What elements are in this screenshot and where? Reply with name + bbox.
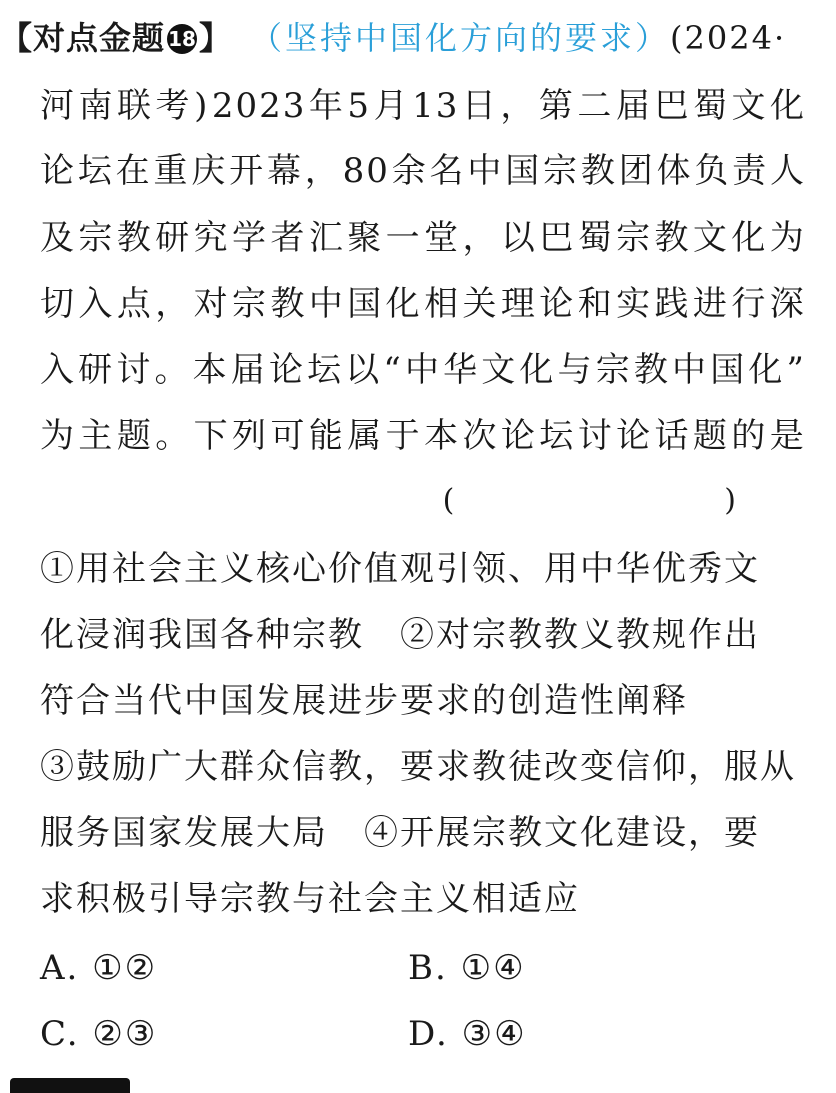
option-d[interactable]: D. ③④ bbox=[408, 1014, 527, 1054]
statement-line: 求积极引导宗教与社会主义相适应 bbox=[40, 879, 580, 919]
question-header bbox=[0, 18, 806, 58]
question-number-badge: 18 bbox=[167, 24, 197, 54]
statement-line: ③鼓励广大群众信教，要求教徒改变信仰，服从 bbox=[40, 747, 796, 787]
option-c[interactable]: C. ②③ bbox=[40, 1014, 158, 1054]
question-tag: 【对点金题 18】 bbox=[0, 19, 233, 57]
stem-line: 入 研 讨 。 本 届 论 坛 以 “ 中 华 文 化 与 宗 教 中 国 化 ” bbox=[40, 350, 806, 390]
source-start: (2024· bbox=[670, 19, 787, 57]
stem-line: 论 坛 在 重 庆 开 幕 ， 80 余 名 中 国 宗 教 团 体 负 责 人 bbox=[40, 151, 806, 191]
stem-line: 及 宗 教 研 究 学 者 汇 聚 一 堂 ， 以 巴 蜀 宗 教 文 化 为 bbox=[40, 218, 806, 258]
option-a[interactable]: A. ①② bbox=[40, 948, 158, 988]
topic-label: （坚持中国化方向的要求） bbox=[266, 19, 671, 57]
statement-line: ①用社会主义核心价值观引领、用中华优秀文 bbox=[40, 549, 760, 589]
option-b[interactable]: B. ①④ bbox=[408, 948, 526, 988]
statement-line: 服务国家发展大局 ④开展宗教文化建设，要 bbox=[40, 813, 760, 853]
stem-line: 为 主 题 。 下 列 可 能 属 于 本 次 论 坛 讨 论 话 题 的 是 bbox=[40, 416, 806, 456]
answer-bracket[interactable]: ( ) bbox=[442, 483, 806, 518]
stem-line: 切 入 点 ， 对 宗 教 中 国 化 相 关 理 论 和 实 践 进 行 深 bbox=[40, 284, 806, 324]
stem-line: 河 南 联 考 ) 2023 年 5 月 13 日 ， 第 二 届 巴 蜀 文 化 bbox=[40, 86, 806, 126]
statement-line: 化浸润我国各种宗教 ②对宗教教义教规作出 bbox=[40, 615, 760, 655]
cropped-next-heading bbox=[0, 1078, 836, 1093]
statement-line: 符合当代中国发展进步要求的创造性阐释 bbox=[40, 681, 688, 721]
